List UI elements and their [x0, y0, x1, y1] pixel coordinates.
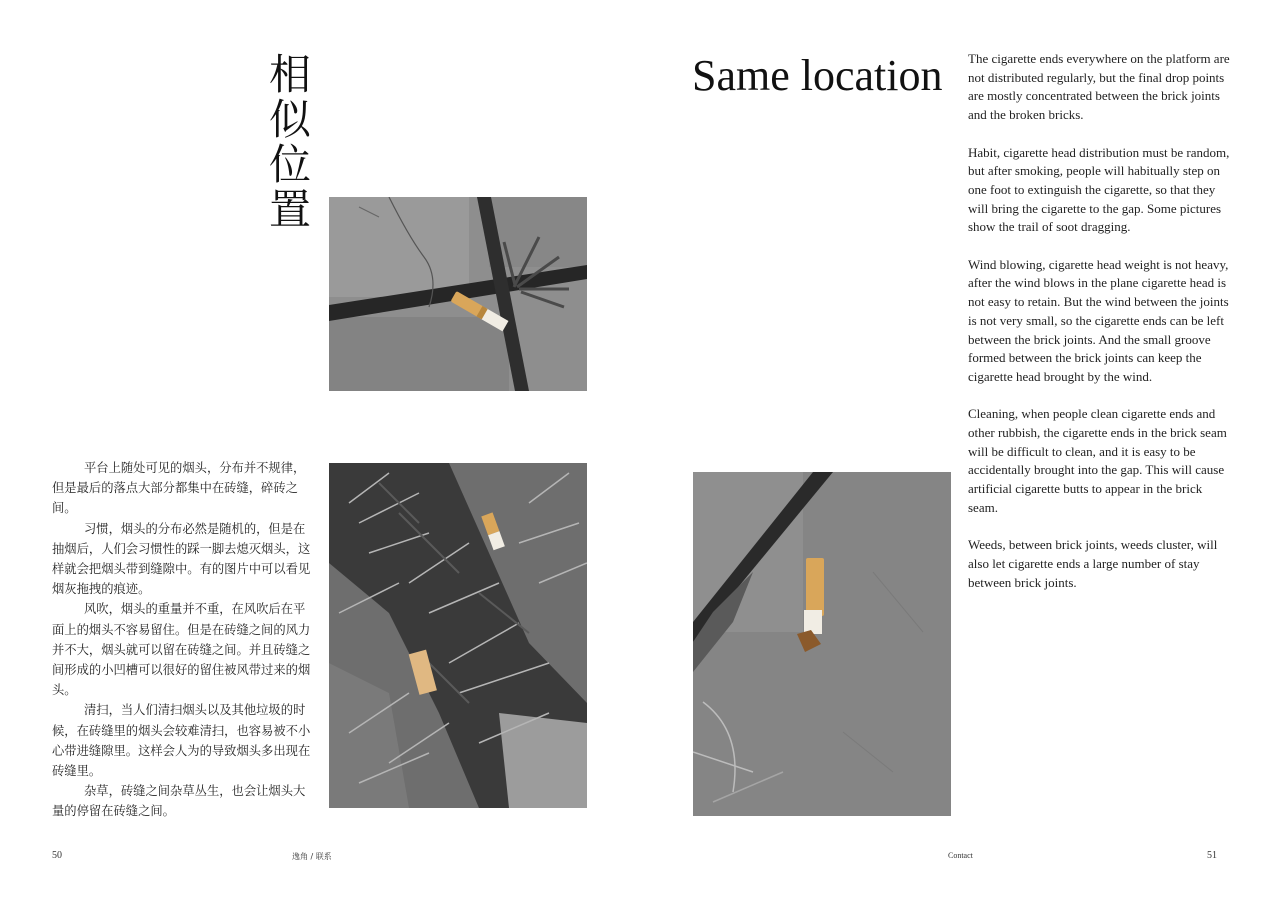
en-paragraph: Cleaning, when people clean cigarette ends and other rubbish, the cigarette ends in the brick seam will be difficult to clean, and it is easy to be accidentally brought into the gap. This will cause artificial cigarette butts to appear in the brick seam. — [968, 406, 1227, 515]
cn-paragraph: 清扫，当人们清扫烟头以及其他垃圾的时候，在砖缝里的烟头会较难清扫，也容易被不小心带进缝隙里。这样会人为的导致烟头多出现在砖缝里。 — [52, 703, 311, 779]
title-char: 置 — [268, 185, 311, 234]
cn-paragraph: 杂草，砖缝之间杂草丛生，也会让烟头大量的停留在砖缝之间。 — [52, 784, 306, 819]
title-char: 相 — [268, 50, 311, 99]
photo-cigarette-on-pavement — [693, 472, 951, 816]
en-paragraph: Weeds, between brick joints, weeds cluster, will also let cigarette ends a large number of stay between brick joints. — [968, 537, 1218, 590]
en-paragraph: Habit, cigarette head distribution must be random, but after smoking, people will habitually step on one foot to extinguish the cigarette, so that they will bring the cigarette to the gap. Some pictures show the trail of soot dragging. — [968, 144, 1230, 235]
en-paragraph: The cigarette ends everywhere on the platform are not distributed regularly, but the final drop points are mostly concentrated between the brick joints and the broken bricks. — [968, 51, 1230, 123]
footer-right: Contact — [948, 851, 973, 860]
english-title: Same location — [692, 51, 943, 100]
en-paragraph: Wind blowing, cigarette head weight is not heavy, after the wind blows in the plane cigarette head is not easy to retain. But the wind between the joints is not very small, so the cigarette ends can be left between the brick joints. And the small groove formed between the brick joints can keep the cigarette head brought by the wind. — [968, 256, 1229, 384]
chinese-body-text — [52, 458, 314, 822]
vertical-chinese-title — [262, 52, 318, 232]
title-char: 似 — [268, 95, 311, 144]
footer-left: 逸角 / 联系 — [292, 852, 332, 861]
cn-paragraph: 习惯，烟头的分布必然是随机的，但是在抽烟后，人们会习惯性的踩一脚去熄灭烟头，这样就会把烟头带到缝隙中。有的图片中可以看见烟灰拖拽的痕迹。 — [52, 521, 311, 597]
cn-paragraph: 平台上随处可见的烟头，分布并不规律，但是最后的落点大部分都集中在砖缝，碎砖之间。 — [52, 461, 306, 516]
page-number-right: 51 — [1207, 850, 1217, 861]
page-number-left: 50 — [52, 850, 62, 861]
english-body-text — [968, 50, 1234, 611]
title-char: 位 — [268, 140, 311, 189]
cn-paragraph: 风吹，烟头的重量并不重，在风吹后在平面上的烟头不容易留住。但是在砖缝之间的风力并不大，烟头就可以留在砖缝之间。并且砖缝之间形成的小凹槽可以很好的留住被风带过来的烟头。 — [52, 602, 311, 698]
photo-cigarette-in-joint-with-weed — [329, 197, 587, 391]
photo-cigarettes-in-grass — [329, 463, 587, 808]
